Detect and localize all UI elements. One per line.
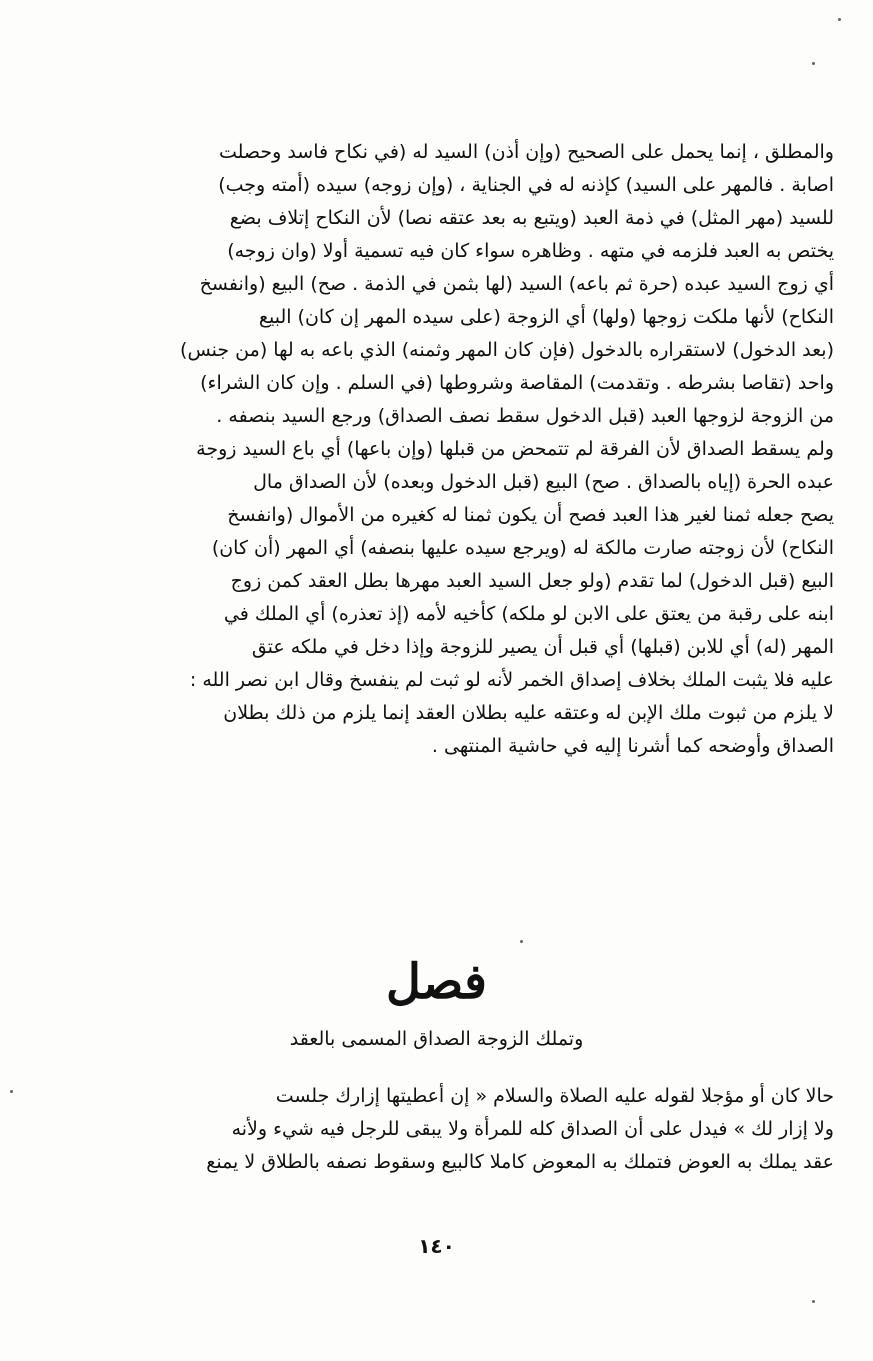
text-line: يصح جعله ثمنا لغير هذا العبد فصح أن يكون ثمنا له كغيره من الأموال (وانفسخ (227, 504, 834, 526)
text-line: عبده الحرة (إياه بالصداق . صح) البيع (قبل الدخول وبعده) لأن الصداق مال (253, 471, 834, 493)
section-heading: فصل (386, 954, 487, 1010)
text-line: عقد يملك به العوض فتملك به المعوض كاملا كالبيع وسقوط نصفه بالطلاق لا يمنع (206, 1151, 834, 1173)
text-line: البيع (قبل الدخول) لما تقدم (ولو جعل السيد العبد مهرها بطل العقد كمن زوج (230, 570, 834, 592)
scan-speck (812, 1300, 815, 1303)
main-text (48, 136, 834, 763)
scan-speck (10, 1090, 13, 1093)
text-line: اصابة . فالمهر على السيد) كإذنه له في الجناية ، (وإن زوجه) سيده (أمته وجب) (218, 174, 834, 196)
text-line: للسيد (مهر المثل) في ذمة العبد (ويتبع به بعد عتقه نصا) لأن النكاح إتلاف بضع (229, 207, 834, 229)
text-line: عليه فلا يثبت الملك بخلاف إصداق الخمر لأنه لو ثبت لم ينفسخ وقال ابن نصر الله : (189, 669, 834, 691)
text-line: واحد (تقاصا بشرطه . وتقدمت) المقاصة وشروطها (في السلم . وإن كان الشراء) (200, 372, 834, 394)
text-line: يختص به العبد فلزمه في متهه . وظاهره سواء كان فيه تسمية أولا (وان زوجه) (227, 240, 834, 262)
scan-speck (838, 18, 841, 21)
text-line: الصداق وأوضحه كما أشرنا إليه في حاشية المنتهى . (431, 735, 834, 757)
text-line: والمطلق ، إنما يحمل على الصحيح (وإن أذن) السيد له (في نكاح فاسد وحصلت (218, 141, 834, 163)
text-line: (بعد الدخول) لاستقراره بالدخول (فإن كان المهر وثمنه) الذي باعه به لها (من جنس) (180, 339, 834, 361)
text-line: ولم يسقط الصداق لأن الفرقة لم تتمحض من قبلها (وإن باعها) أي باع السيد زوجة (196, 438, 834, 460)
text-line: حالا كان أو مؤجلا لقوله عليه الصلاة والسلام « إن أعطيتها إزارك جلست (275, 1085, 834, 1107)
section-subheading: وتملك الزوجة الصداق المسمى بالعقد (289, 1028, 584, 1050)
text-line: النكاح) لأنها ملكت زوجها (ولها) أي الزوجة (على سيده المهر إن كان) البيع (258, 306, 834, 328)
text-line: المهر (له) أي للابن (قبلها) أي قبل أن يصير للزوجة وإذا دخل في ملكه عتق (251, 636, 834, 658)
text-line: ولا إزار لك » فيدل على أن الصداق كله للمرأة ولا يبقى للرجل فيه شيء ولأنه (231, 1118, 834, 1140)
section-text (44, 1080, 834, 1179)
text-line: أي زوج السيد عبده (حرة ثم باعه) السيد (لها بثمن في الذمة . صح) البيع (وانفسخ (199, 273, 834, 295)
text-line: من الزوجة لزوجها العبد (قبل الدخول سقط نصف الصداق) ورجع السيد بنصفه . (216, 405, 834, 427)
text-line: لا يلزم من ثبوت ملك الإبن له وعتقه عليه بطلان العقد إنما يلزم من ذلك بطلان (223, 702, 834, 724)
text-line: ابنه على رقبة من يعتق على الابن لو ملكه) كأخيه لأمه (إذ تعذره) أي الملك في (223, 603, 834, 625)
text-line: النكاح) لأن زوجته صارت مالكة له (ويرجع سيده عليها بنصفه) أي المهر (أن كان) (211, 537, 834, 559)
page-number: ١٤٠ (418, 1234, 455, 1258)
scan-speck (520, 940, 523, 943)
scan-speck (812, 62, 815, 65)
